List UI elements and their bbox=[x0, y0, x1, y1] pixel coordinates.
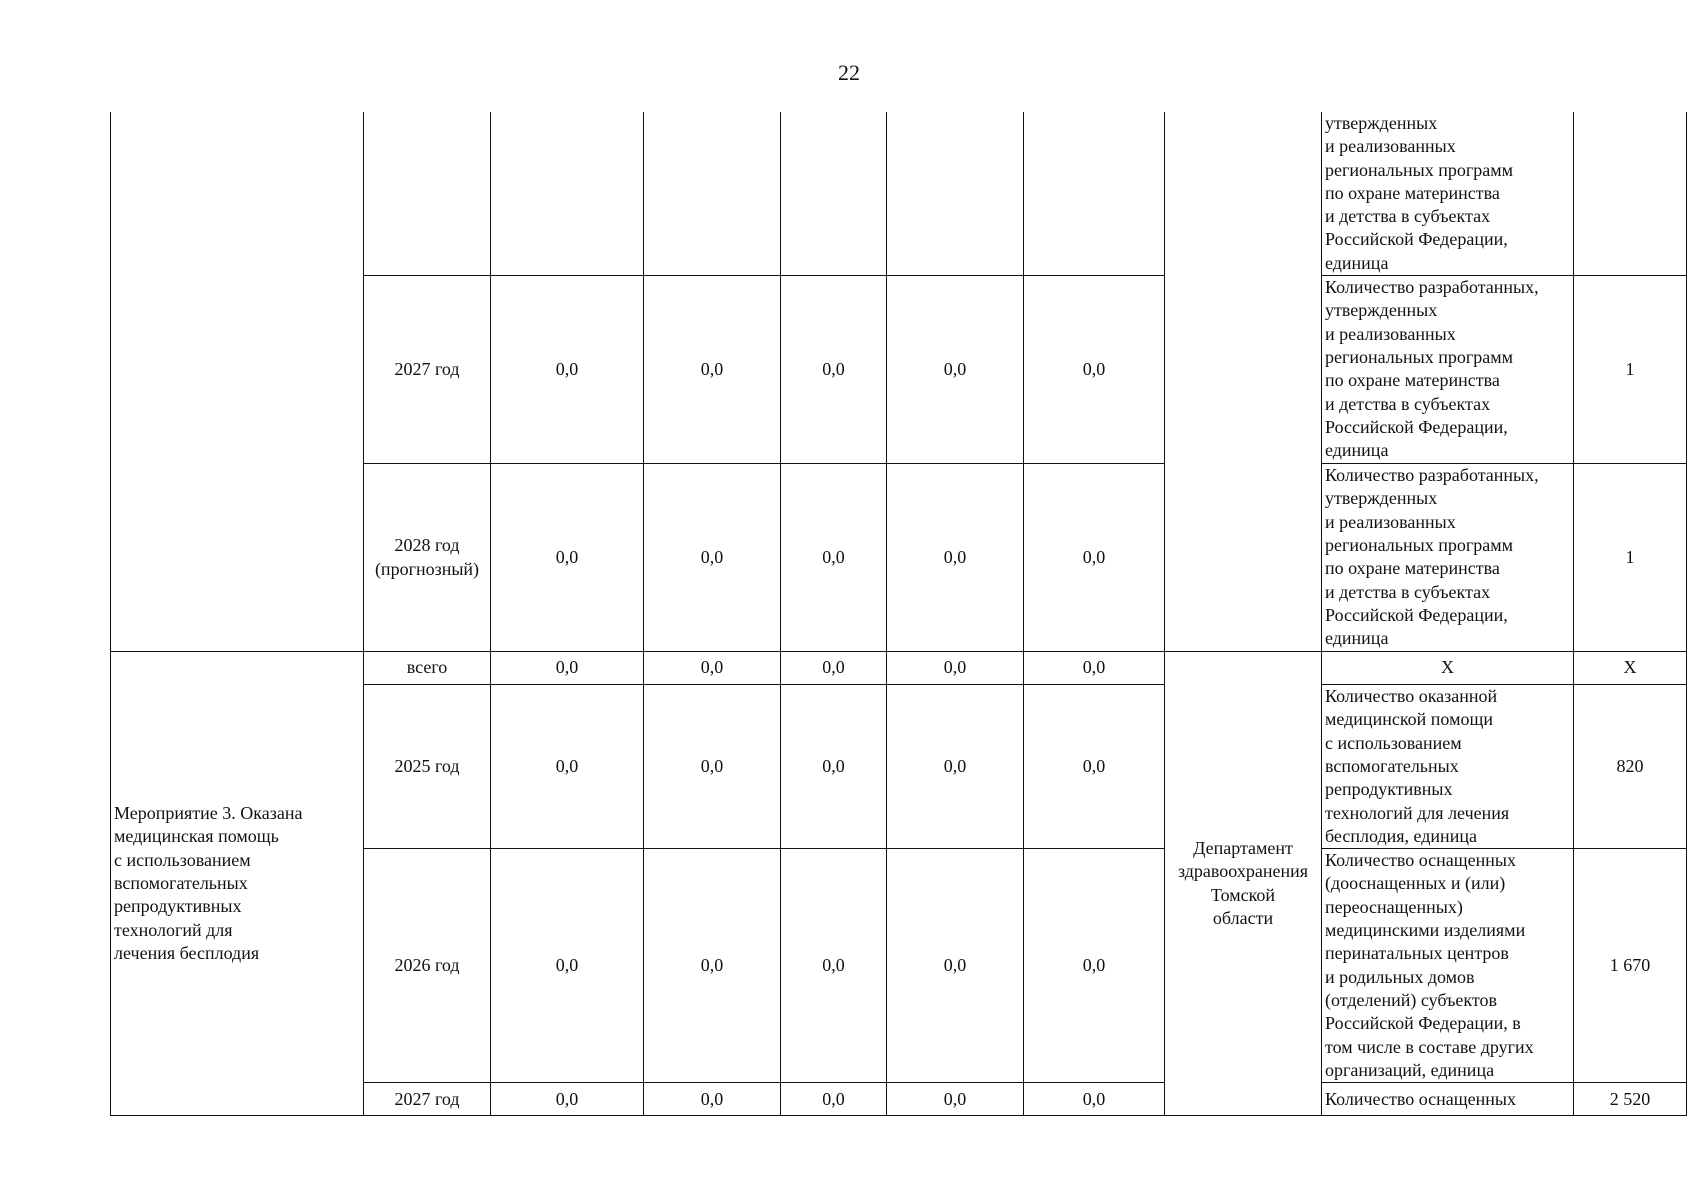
department-cell-continued bbox=[1165, 112, 1322, 652]
value-cell: 0,0 bbox=[887, 1083, 1024, 1116]
value-cell bbox=[491, 112, 644, 276]
value-cell: 0,0 bbox=[644, 276, 781, 464]
financing-table bbox=[110, 112, 1687, 1116]
value-cell: 0,0 bbox=[1024, 276, 1165, 464]
year-cell bbox=[364, 112, 491, 276]
value-cell: 0,0 bbox=[491, 276, 644, 464]
year-cell: 2025 год bbox=[364, 685, 491, 849]
indicator-cell: Количество оказанной медицинской помощи с использованием вспомогательных репродуктивных технологий для лечения бесплодия, единица bbox=[1322, 685, 1574, 849]
indicator-cell: Количество оснащенных bbox=[1322, 1083, 1574, 1116]
value-cell: 0,0 bbox=[1024, 1083, 1165, 1116]
indicator-cell: Количество разработанных, утвержденных и реализованных региональных программ по охране материнства и детства в субъектах Российской Федерации, единица bbox=[1322, 464, 1574, 652]
value-cell: 0,0 bbox=[781, 685, 887, 849]
value-cell: 0,0 bbox=[1024, 652, 1165, 685]
year-cell: 2027 год bbox=[364, 276, 491, 464]
department-cell: Департамент здравоохранения Томской области bbox=[1165, 652, 1322, 1116]
indicator-cell: утвержденных и реализованных региональных программ по охране материнства и детства в субъектах Российской Федерации, единица bbox=[1322, 112, 1574, 276]
value-cell: 0,0 bbox=[491, 464, 644, 652]
value-cell: 0,0 bbox=[491, 849, 644, 1083]
value-cell bbox=[781, 112, 887, 276]
year-cell: 2026 год bbox=[364, 849, 491, 1083]
value-cell: 0,0 bbox=[644, 652, 781, 685]
value-cell bbox=[887, 112, 1024, 276]
year-cell: всего bbox=[364, 652, 491, 685]
target-value-cell: 820 bbox=[1574, 685, 1687, 849]
indicator-cell: Количество оснащенных (дооснащенных и (или) переоснащенных) медицинскими изделиями перинатальных центров и родильных домов (отделений) субъектов Российской Федерации, в том числе в составе других организаций, единица bbox=[1322, 849, 1574, 1083]
target-value-cell: 2 520 bbox=[1574, 1083, 1687, 1116]
value-cell: 0,0 bbox=[1024, 849, 1165, 1083]
target-value-cell bbox=[1574, 112, 1687, 276]
measure-name-cell: Мероприятие 3. Оказана медицинская помощь с использованием вспомогательных репродуктивных технологий для лечения бесплодия bbox=[111, 652, 364, 1116]
value-cell: 0,0 bbox=[781, 849, 887, 1083]
value-cell: 0,0 bbox=[887, 685, 1024, 849]
value-cell: 0,0 bbox=[887, 652, 1024, 685]
target-value-cell: 1 bbox=[1574, 464, 1687, 652]
year-cell: 2027 год bbox=[364, 1083, 491, 1116]
value-cell: 0,0 bbox=[491, 652, 644, 685]
target-value-cell: Х bbox=[1574, 652, 1687, 685]
indicator-cell: Количество разработанных, утвержденных и реализованных региональных программ по охране материнства и детства в субъектах Российской Федерации, единица bbox=[1322, 276, 1574, 464]
value-cell: 0,0 bbox=[781, 276, 887, 464]
value-cell: 0,0 bbox=[1024, 685, 1165, 849]
value-cell: 0,0 bbox=[781, 652, 887, 685]
value-cell: 0,0 bbox=[644, 464, 781, 652]
value-cell bbox=[1024, 112, 1165, 276]
year-cell: 2028 год (прогнозный) bbox=[364, 464, 491, 652]
value-cell bbox=[644, 112, 781, 276]
table-row bbox=[111, 112, 1687, 276]
table-row bbox=[111, 652, 1687, 685]
measure-name-cell-continued bbox=[111, 112, 364, 652]
value-cell: 0,0 bbox=[781, 464, 887, 652]
value-cell: 0,0 bbox=[491, 1083, 644, 1116]
value-cell: 0,0 bbox=[781, 1083, 887, 1116]
value-cell: 0,0 bbox=[491, 685, 644, 849]
page-number: 22 bbox=[838, 60, 860, 85]
value-cell: 0,0 bbox=[887, 849, 1024, 1083]
target-value-cell: 1 670 bbox=[1574, 849, 1687, 1083]
value-cell: 0,0 bbox=[644, 849, 781, 1083]
indicator-cell: Х bbox=[1322, 652, 1574, 685]
value-cell: 0,0 bbox=[887, 276, 1024, 464]
value-cell: 0,0 bbox=[887, 464, 1024, 652]
value-cell: 0,0 bbox=[644, 1083, 781, 1116]
value-cell: 0,0 bbox=[644, 685, 781, 849]
value-cell: 0,0 bbox=[1024, 464, 1165, 652]
target-value-cell: 1 bbox=[1574, 276, 1687, 464]
